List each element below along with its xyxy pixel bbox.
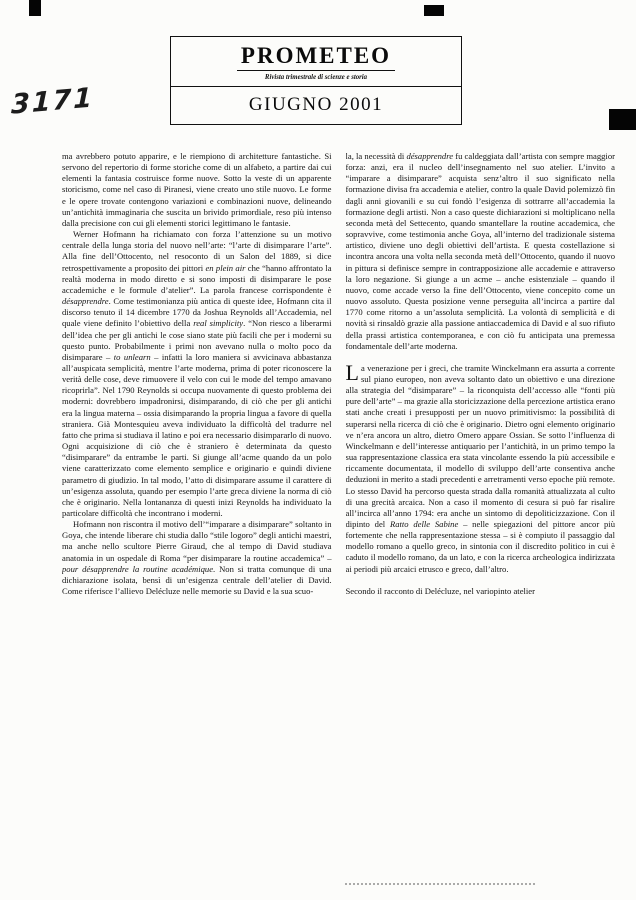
issue-date: GIUGNO 2001 xyxy=(248,94,384,115)
text-segment: real simplicity xyxy=(193,318,244,329)
paragraph xyxy=(346,586,616,597)
text-segment: – nelle spiegazioni del pittore ancor più fortemente che nella rappresentazione stessa – si è compiuto il passaggio dal modello romano a quello greco, in sintonia con il discredito politico in cui è caduto il modello romano, da un lato, e con la ricerca archeologica indirizzata ai periodi più arcaici etrusco e greco, dall’altro. xyxy=(345,519,615,574)
text-segment: Ratto delle Sabine xyxy=(389,519,459,529)
right-column xyxy=(346,151,616,888)
paragraph xyxy=(346,151,616,352)
text-segment: to unlearn xyxy=(113,351,151,362)
paragraph xyxy=(62,519,332,597)
text-segment: . Come testimonianza più antica di queste idee, Hofmann cita il discorso tenuto il 14 dicembre 1770 da Joshua Reynolds all’Accademia, nel quale viene definito l’obiettivo della xyxy=(62,296,332,329)
scan-artifact-right-edge xyxy=(609,109,636,130)
masthead xyxy=(170,36,462,125)
magazine-subtitle: Rivista trimestrale di scienze e storia xyxy=(264,74,368,81)
text-segment: pour désapprendre la routine académique xyxy=(62,563,214,574)
masthead-top xyxy=(171,37,461,87)
masthead-bottom xyxy=(171,87,461,124)
paragraph xyxy=(345,359,616,575)
magazine-title: PROMETEO xyxy=(240,43,392,68)
text-segment: . “Non riesco a liberarmi dell’idea che per gli antichi le cose siano state più facili che per i moderni su questo punto. Probabilmente i primi non avevano nulla o molto poco da disimparare – xyxy=(62,318,332,362)
text-segment: fu caldeggiata dall’artista con sempre maggior forza: anzi, era il nucleo dell’insegnamento nel suo atelier. L’invito a “imparare a disimparare” acquista senz’altro il suo significato nella formazione divisa fra accademia e atelier, contro la quale David polemizzò fin dagli anni giovanili e su cui fondò l’esigenza di sottrarre all’accademia la formazione degli artisti. Non a caso queste dichiarazioni si moltiplicano nella seconda metà del Settecento, quando smantellare la routine accademica, che sopravvive, come testimonia anche Goya, all’interno del tradizionale sistema artistico, diviene uno degli obiettivi dell’artista. E questa costellazione si incontra ancora una volta nella seconda metà dell’Ottocento, quando il nuovo in pittura si definisce sempre in contrapposizione alle accademie e attraverso la loro negazione. Si giunge a un acme – anche esistenziale – quando il nuovo, come accade verso la fine dell’Ottocento, viene concepito come un nuovo assoluto. Questa posizione venne perseguita all’incirca a partire dal 1770 come ritorno a un’assoluta semplicità. La volontà di semplicità e di novità si rinsaldò grazie alla passione antiaccademica di David e al suo rifiuto della prassi artistica contemporanea, e con ciò fu anticipata una premessa fondamentale dell’arte moderna. xyxy=(345,151,615,351)
handwritten-number: 3171 xyxy=(10,82,95,121)
scan-artifact-dotted-line xyxy=(345,883,535,885)
text-segment: en plein air xyxy=(205,262,246,273)
text-segment: – infatti la loro maniera si avvicinava abbastanza all’auspicata semplicità, mentre l’arte moderna, prima di poter riconoscere la verità delle cose, deve rimuovere il velo con cui le mode del tempo amavano ricoprirla”. Nel 1790 Reynolds si occupa nuovamente di questo problema dei moderni: dovrebbero impadronirsi, disimparando, di ciò che per gli antichi era la lingua materna – ossia disimparando la propria lingua a favore di quella straniera. Già Montesquieu aveva individuato la difficoltà del tradurre nel fatto che prima si studiava il latino e poi era necessario disimpararlo di nuovo. Ogni acquisizione di ciò che è straniero è determinata da questo “disimparare” da entrambe le parti. Si giunge all’acme quando da un polo viene caratterizzato come elemento semplice e originario e quindi diviene parametro di giudizio. In tal modo, l’atto di disimparare assume il carattere di un’esigenza assoluta, quando per esempio l’arte greca diviene la norma di ciò che è originario. Nella lontananza di questi inizi Reynolds ha individuato la particolare difficoltà che incontrano i moderni. xyxy=(62,351,332,518)
text-segment: Hofmann non riscontra il motivo dell’“imparare a disimparare” soltanto in Goya, che intende liberare chi studia dallo “stile logoro” degli antichi maestri, ma anche nello scultore Pierre Giraud, che al tempo di David studiava anatomia in un ospedale di Roma “per disimparare la routine accademica” – xyxy=(62,519,332,563)
article-body xyxy=(62,151,615,888)
text-segment: désapprendre xyxy=(406,151,454,161)
scan-artifact-top-left xyxy=(29,0,41,16)
dropcap-initial: L xyxy=(345,359,359,385)
text-segment: che “hanno affrontato la realtà moderna in modo diretto e si sono imposti di disimparare le pose accademiche e le formule d’atelier”. La parola francese corrispondente è xyxy=(62,262,332,295)
left-column xyxy=(62,151,332,888)
text-segment: . Non si tratta comunque di una dichiarazione isolata, bensì di un’esigenza centrale dell’atelier di David. Come riferisce l’allievo Delécluze nelle memorie su David e la sua scuo- xyxy=(62,563,332,597)
text-segment: Werner Hofmann ha richiamato con forza l’attenzione su un motivo centrale della lunga storia del nuovo nell’arte: “l’arte di disimparare l’arte”. Alla fine dell’Ottocento, nel resoconto di un Salon del 1889, si dice retrospettivamente a proposito dei pittori xyxy=(62,229,332,273)
text-segment: a venerazione per i greci, che tramite Winckelmann era assurta a corrente sul piano europeo, non aveva soltanto dato un obiettivo e una direzione alla strategia del “disimparare” – la riconquista dell’accesso alle “fonti più pure dell’arte” – ma grazie alla storicizzazione della percezione artistica erano stati anche creati i presupposti per un nuovo primitivismo: la possibilità di superarsi nella ricerca di ciò che è originario. Dietro ogni elemento originario ve n’era ancora un altro, dietro Omero appare Ossian. Se sotto l’influenza di Winckelmann e dell’interesse antiquario per l’antichità, in un primo tempo la sua rappresentazione classica era stata vincolante essendo la più accessibile e riccamente documentata, il modello di sviluppo dell’arte consentiva anche deduzioni in merito a stadi precedenti e arretramenti verso epoche più remote. Lo stesso David ha percorso questa strada dalla romanità attualizzata al culto di una grecità arcaica. Non a caso il momento di cesura si può far risalire all’incirca all’anno 1794: era anche un sintomo di depoliticizzazione. Con il dipinto del xyxy=(345,362,615,529)
scan-artifact-top-right xyxy=(424,5,444,16)
text-segment: ma avrebbero potuto apparire, e le riempiono di architetture fantastiche. Si servono del repertorio di forme storiche come di un alfabeto, a partire dai cui elementi la fantasia costruisce forme nuove. Sotto la veste di un apparente storicismo, come nel caso di Piranesi, viene creato uno stile nuovo. Le forme e le opere trovate contengono variazioni e combinazioni nuove, delineando un’antichità immaginaria che suscita un brivido primordiale, reso più intenso dalla precisione con cui gli elementi storici legittimano le fantasie. xyxy=(62,151,332,228)
paragraph xyxy=(62,151,332,229)
masthead-underline xyxy=(237,70,395,71)
text-segment: la, la necessità di xyxy=(345,151,407,161)
paragraph xyxy=(62,229,332,519)
text-segment: Secondo il racconto di Delécluze, nel variopinto atelier xyxy=(345,585,535,596)
text-segment: désapprendre xyxy=(62,296,109,307)
